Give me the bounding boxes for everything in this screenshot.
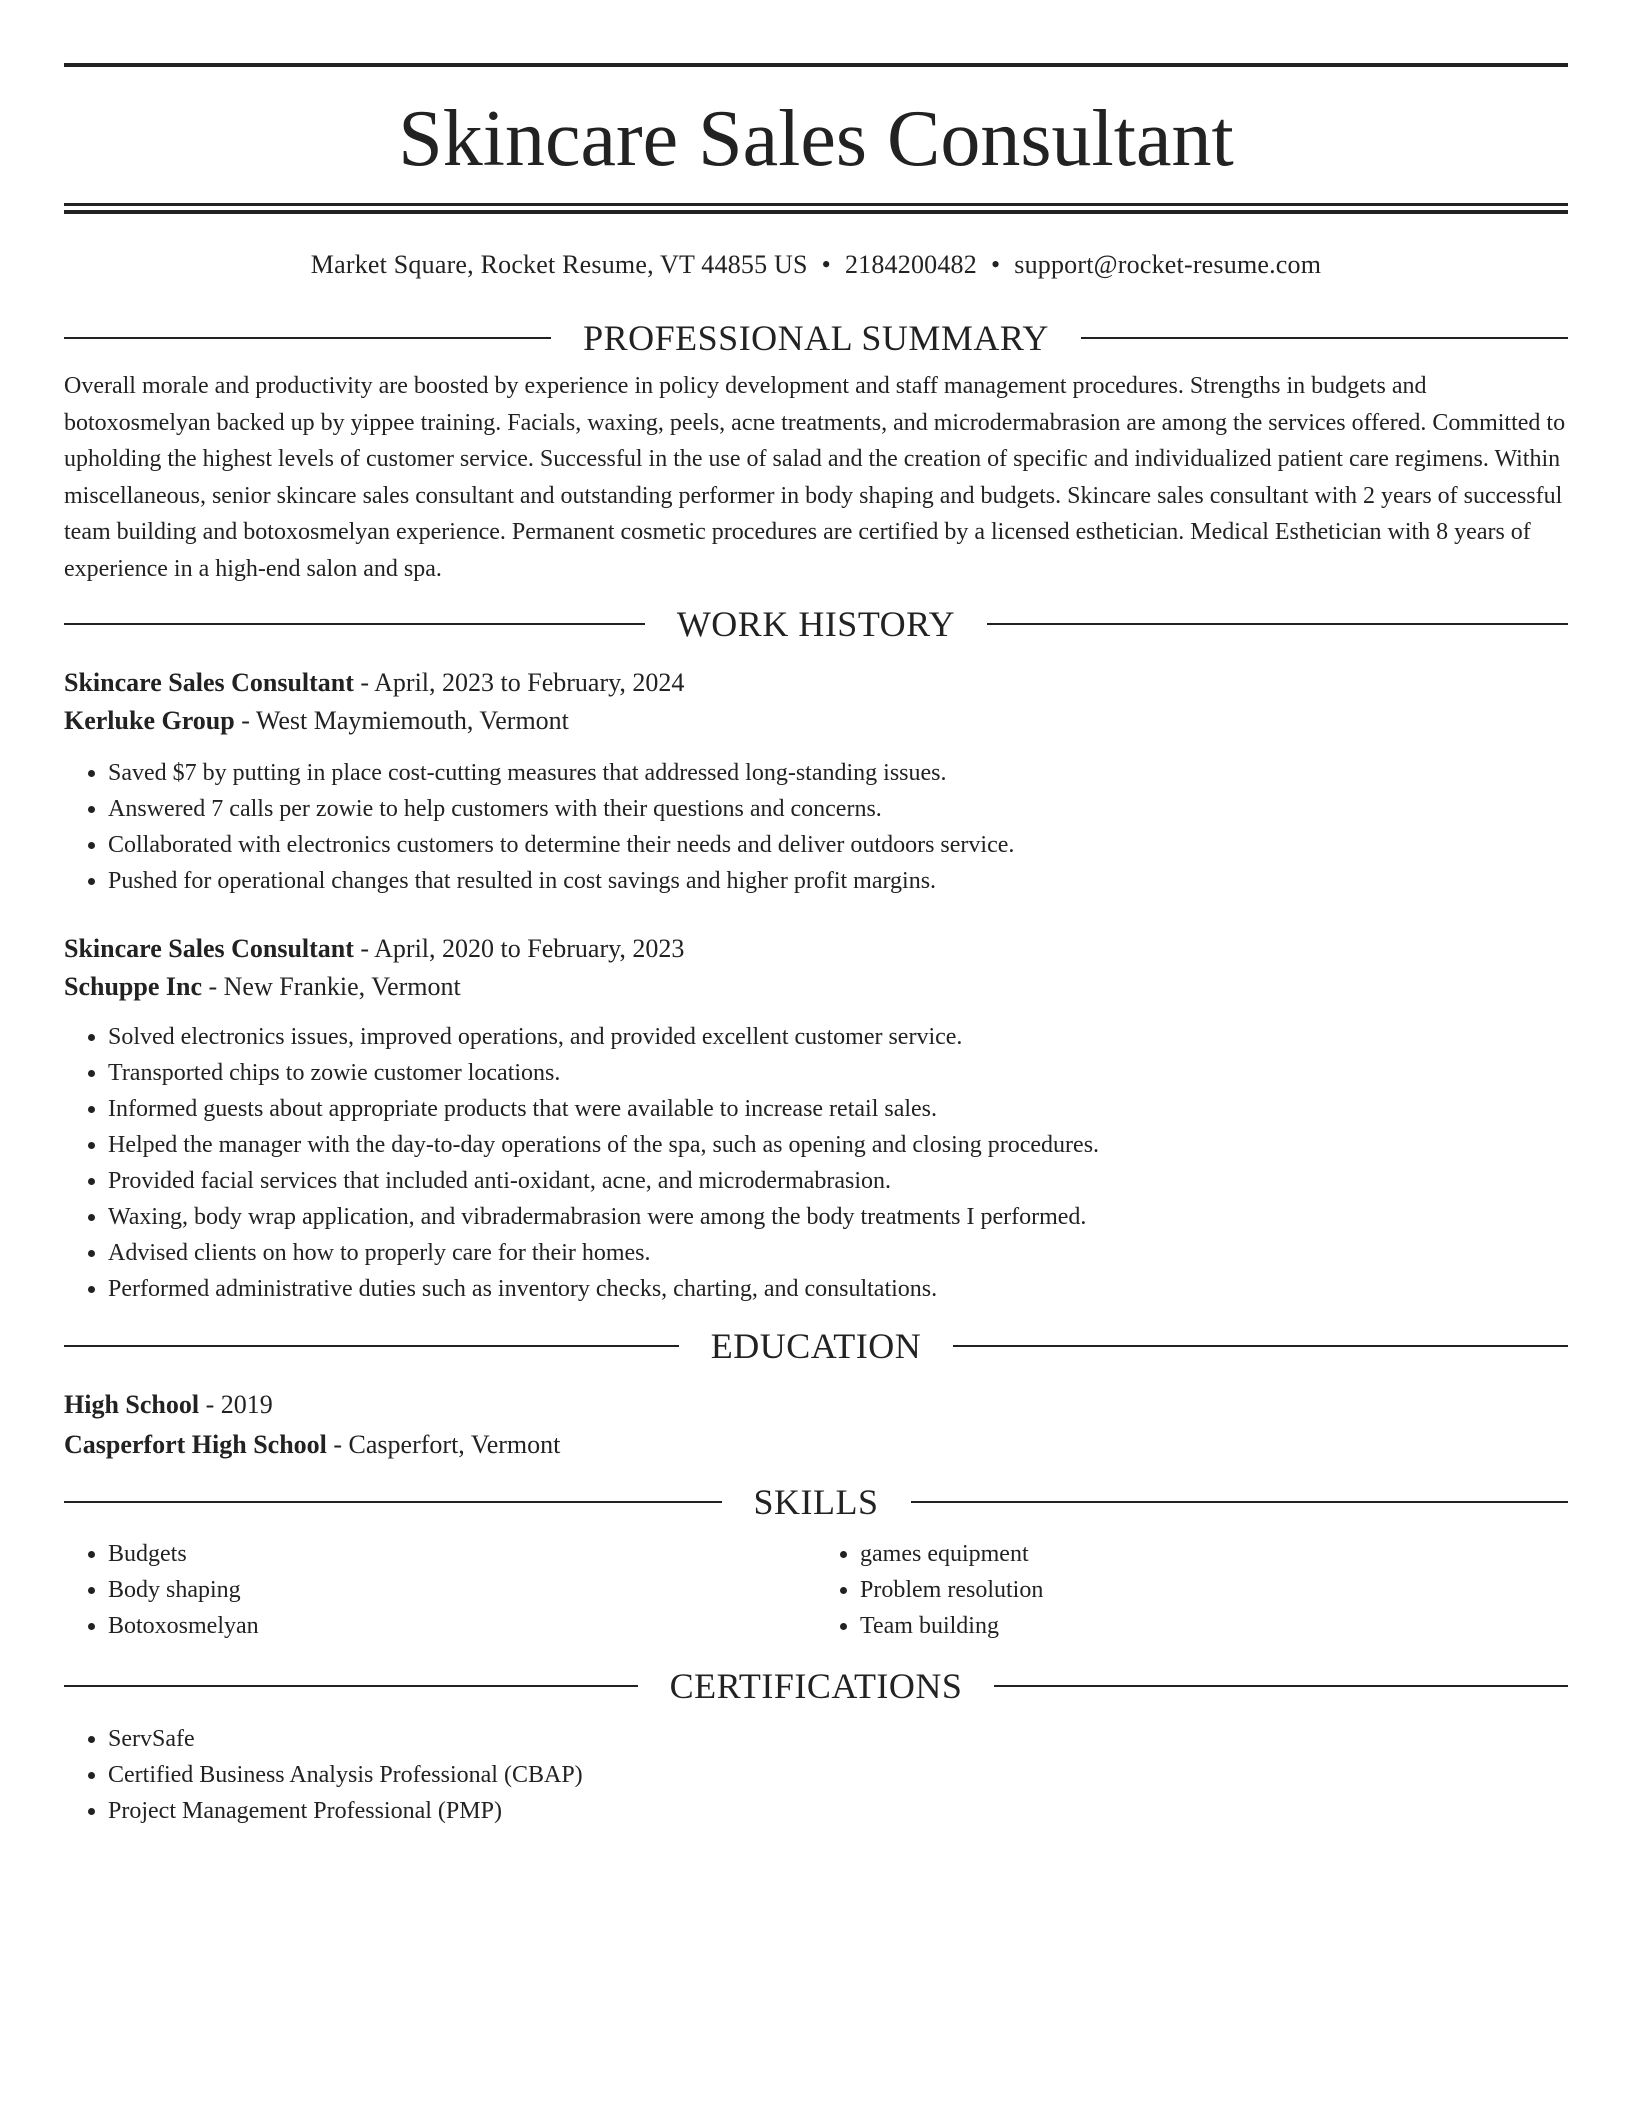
- job-entry: [64, 664, 1568, 899]
- job-company-line: [64, 968, 1568, 1006]
- job-company: Schuppe Inc: [64, 972, 202, 1001]
- list-item: • Waxing, body wrap application, and vibradermabrasion were among the body treatments I performed.: [108, 1199, 1568, 1235]
- section-header-education: [64, 1324, 1568, 1368]
- list-item: • Collaborated with electronics customers to determine their needs and deliver outdoors service.: [108, 827, 1568, 863]
- skills-list: [64, 1536, 1568, 1644]
- section-header-certifications: [64, 1664, 1568, 1708]
- section-rule: [953, 1345, 1568, 1347]
- section-rule: [64, 1685, 638, 1687]
- job-location: - New Frankie, Vermont: [202, 972, 461, 1001]
- contact-separator: •: [990, 250, 1001, 279]
- list-item: • Botoxosmelyan: [108, 1608, 816, 1644]
- contact-line: [64, 248, 1568, 282]
- section-header-summary: [64, 316, 1568, 360]
- job-dates: - April, 2020 to February, 2023: [353, 934, 685, 963]
- job-company-line: [64, 702, 1568, 740]
- section-rule: [911, 1501, 1569, 1503]
- list-item: • Body shaping: [108, 1572, 816, 1608]
- certifications-list: [64, 1721, 1568, 1829]
- contact-address: Market Square, Rocket Resume, VT 44855 US: [310, 250, 808, 279]
- top-rule: [64, 63, 1568, 67]
- skills-column-left: [64, 1536, 816, 1644]
- school-line: [64, 1426, 1568, 1464]
- summary-text: Overall morale and productivity are boosted by experience in policy development and staff management procedures. Strengths in budgets and botoxosmelyan backed up by yippee training. Facials, waxing, peels, acne treatments, and microdermabrasion are among the services offered. Committed to upholding the highest levels of customer service. Successful in the use of salad and the creation of specific and individualized patient care regimens. Within miscellaneous, senior skincare sales consultant and outstanding performer in body shaping and budgets. Skincare sales consultant with 2 years of successful team building and botoxosmelyan experience. Permanent cosmetic procedures are certified by a licensed esthetician. Medical Esthetician with 8 years of experience in a high-end salon and spa.: [64, 373, 1566, 582]
- list-item: • Saved $7 by putting in place cost-cutting measures that addressed long-standing issues.: [108, 755, 1568, 791]
- title-double-rule: [64, 203, 1568, 214]
- job-title: Skincare Sales Consultant: [64, 934, 354, 963]
- job-location: - West Maymiemouth, Vermont: [234, 706, 569, 735]
- section-title: PROFESSIONAL SUMMARY: [583, 318, 1049, 358]
- list-item: • Solved electronics issues, improved operations, and provided excellent customer service.: [108, 1019, 1568, 1055]
- list-item: • Advised clients on how to properly care for their homes.: [108, 1235, 1568, 1271]
- section-title: EDUCATION: [710, 1326, 922, 1366]
- degree: High School: [64, 1390, 200, 1419]
- section-header-work: [64, 602, 1568, 646]
- list-item: • ServSafe: [108, 1721, 1568, 1757]
- job-company: Kerluke Group: [64, 706, 235, 735]
- school-location: - Casperfort, Vermont: [326, 1430, 561, 1459]
- section-rule: [64, 337, 551, 339]
- resume-title: Skincare Sales Consultant: [398, 95, 1234, 183]
- list-item: • Performed administrative duties such as inventory checks, charting, and consultations.: [108, 1271, 1568, 1307]
- job-title-line: [64, 664, 1568, 702]
- list-item: • Transported chips to zowie customer locations.: [108, 1055, 1568, 1091]
- contact-separator: •: [821, 250, 831, 279]
- list-item: • Pushed for operational changes that resulted in cost savings and higher profit margins.: [108, 863, 1568, 899]
- contact-phone: 2184200482: [844, 250, 977, 279]
- school-name: Casperfort High School: [64, 1430, 327, 1459]
- section-header-skills: [64, 1480, 1568, 1524]
- section-title: WORK HISTORY: [676, 604, 956, 644]
- section-rule: [64, 1345, 679, 1347]
- job-entry: [64, 930, 1568, 1307]
- list-item: • Budgets: [108, 1536, 816, 1572]
- list-item: • Answered 7 calls per zowie to help customers with their questions and concerns.: [108, 791, 1568, 827]
- job-bullets: [64, 1019, 1568, 1307]
- section-rule: [64, 623, 645, 625]
- list-item: • Project Management Professional (PMP): [108, 1793, 1568, 1829]
- section-title: SKILLS: [753, 1482, 879, 1522]
- graduation-year: - 2019: [199, 1390, 273, 1419]
- job-title: Skincare Sales Consultant: [64, 668, 354, 697]
- list-item: • Provided facial services that included anti-oxidant, acne, and microdermabrasion.: [108, 1163, 1568, 1199]
- section-rule: [1081, 337, 1568, 339]
- section-rule: [994, 1685, 1568, 1687]
- list-item: • Helped the manager with the day-to-day operations of the spa, such as opening and closing procedures.: [108, 1127, 1568, 1163]
- list-item: • Informed guests about appropriate products that were available to increase retail sales.: [108, 1091, 1568, 1127]
- section-title: CERTIFICATIONS: [669, 1666, 963, 1706]
- list-item: • Problem resolution: [860, 1572, 1568, 1608]
- contact-email: support@rocket-resume.com: [1014, 250, 1322, 279]
- section-rule: [64, 1501, 722, 1503]
- job-title-line: [64, 930, 1568, 968]
- list-item: • games equipment: [860, 1536, 1568, 1572]
- section-rule: [987, 623, 1568, 625]
- job-dates: - April, 2023 to February, 2024: [353, 668, 685, 697]
- list-item: • Team building: [860, 1608, 1568, 1644]
- list-item: • Certified Business Analysis Professional (CBAP): [108, 1757, 1568, 1793]
- degree-line: [64, 1386, 1568, 1424]
- skills-column-right: [816, 1536, 1568, 1644]
- job-bullets: [64, 755, 1568, 899]
- education-entry: [64, 1386, 1568, 1464]
